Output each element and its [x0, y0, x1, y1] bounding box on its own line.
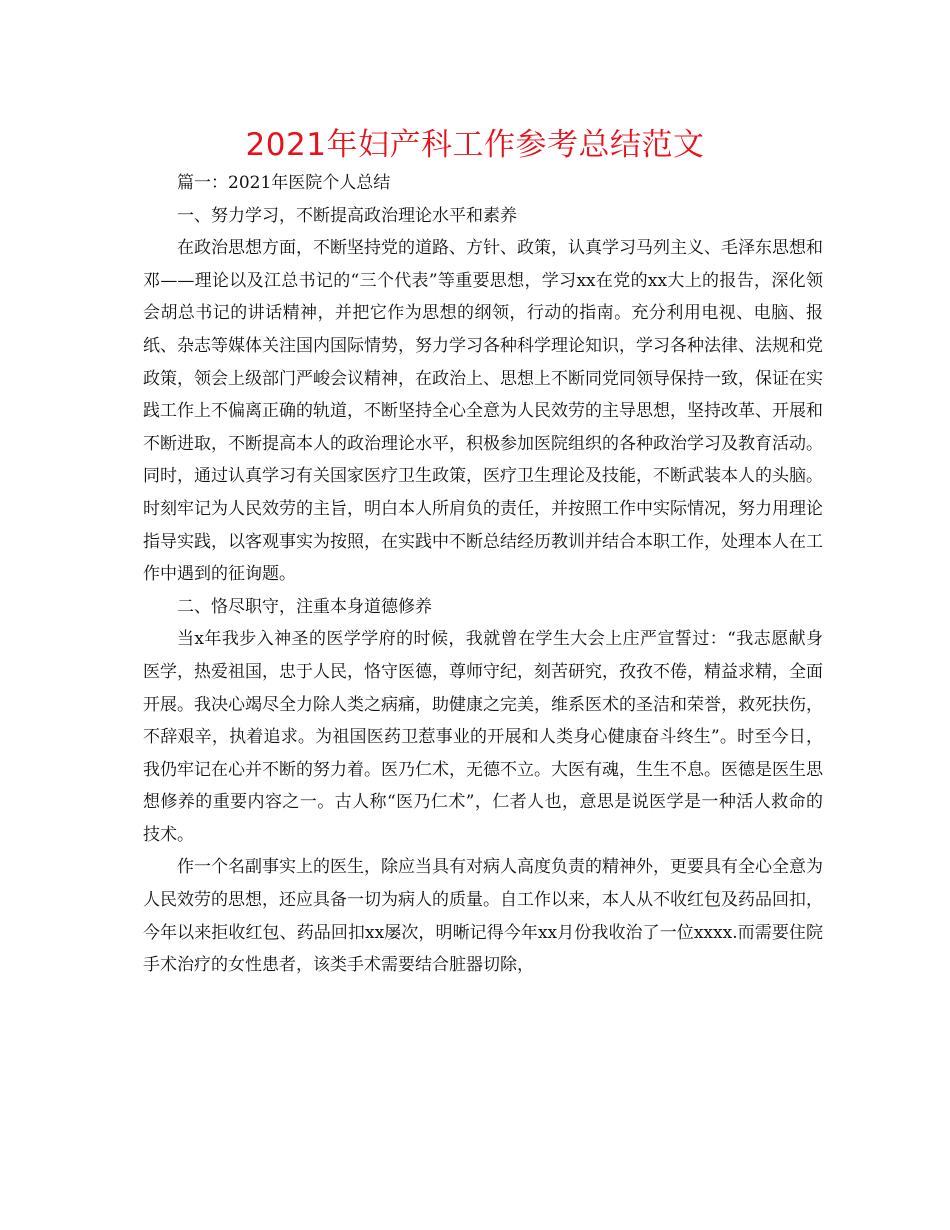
- paragraph-heading-2: 二、恪尽职守，注重本身道德修养: [177, 596, 432, 617]
- paragraph-heading-1: 一、努力学习，不断提高政治理论水平和素养: [177, 205, 517, 226]
- paragraph: 在政治思想方面，不断坚持党的道路、方针、政策，认真学习马列主义、毛泽东思想和邓——理论以及江总书记的“三个代表”等重要思想，学习xx在党的xx大上的报告，深化领会胡总书记的讲话精神，并把它作为思想的纲领，行动的指南。充分利用电视、电脑、报纸、杂志等媒体关注国内国际情势，努力学习各种科学理论知识，学习各种法律、法规和党政策，领会上级部门严峻会议精神，在政治上、思想上不断同党同领导保持一致，保证在实践工作上不偏离正确的轨道，不断坚持全心全意为人民效劳的主导思想，坚持改革、开展和不断进取，不断提高本人的政治理论水平，积极参加医院组织的各种政治学习及教育活动。同时，通过认真学习有关国家医疗卫生政策，医疗卫生理论及技能，不断武装本人的头脑。时刻牢记为人民效劳的主旨，明白本人所肩负的责任，并按照工作中实际情况，努力用理论指导实践，以客观事实为按照，在实践中不断总结经历教训并结合本职工作，处理本人在工作中遇到的征询题。: [143, 238, 823, 585]
- paragraph-subtitle: 篇一：2021年医院个人总结: [177, 173, 391, 193]
- document-title: 2021年妇产科工作参考总结范文: [245, 127, 705, 163]
- paragraph: 作一个名副事实上的医生，除应当具有对病人高度负责的精神外，更要具有全心全意为人民效劳的思想，还应具备一切为病人的质量。自工作以来，本人从不收红包及药品回扣，今年以来拒收红包、药品回扣xx屡次，明晰记得今年xx月份我收治了一位xxxx.而需要住院手术治疗的女性患者，该类手术需要结合脏器切除，: [143, 857, 823, 976]
- document-body: [143, 167, 823, 982]
- paragraph: 当x年我步入神圣的医学学府的时候，我就曾在学生大会上庄严宣誓过：“我志愿献身医学，热爱祖国，忠于人民，恪守医德，尊师守纪，刻苦研究，孜孜不倦，精益求精，全面开展。我决心竭尽全力除人类之病痛，助健康之完美，维系医术的圣洁和荣誉，救死扶伤，不辞艰辛，执着追求。为祖国医药卫惹事业的开展和人类身心健康奋斗终生”。时至今日，我仍牢记在心并不断的努力着。医乃仁术，无德不立。大医有魂，生生不息。医德是医生思想修养的重要内容之一。古人称“医乃仁术”，仁者人也，意思是说医学是一种活人救命的技术。: [143, 629, 823, 845]
